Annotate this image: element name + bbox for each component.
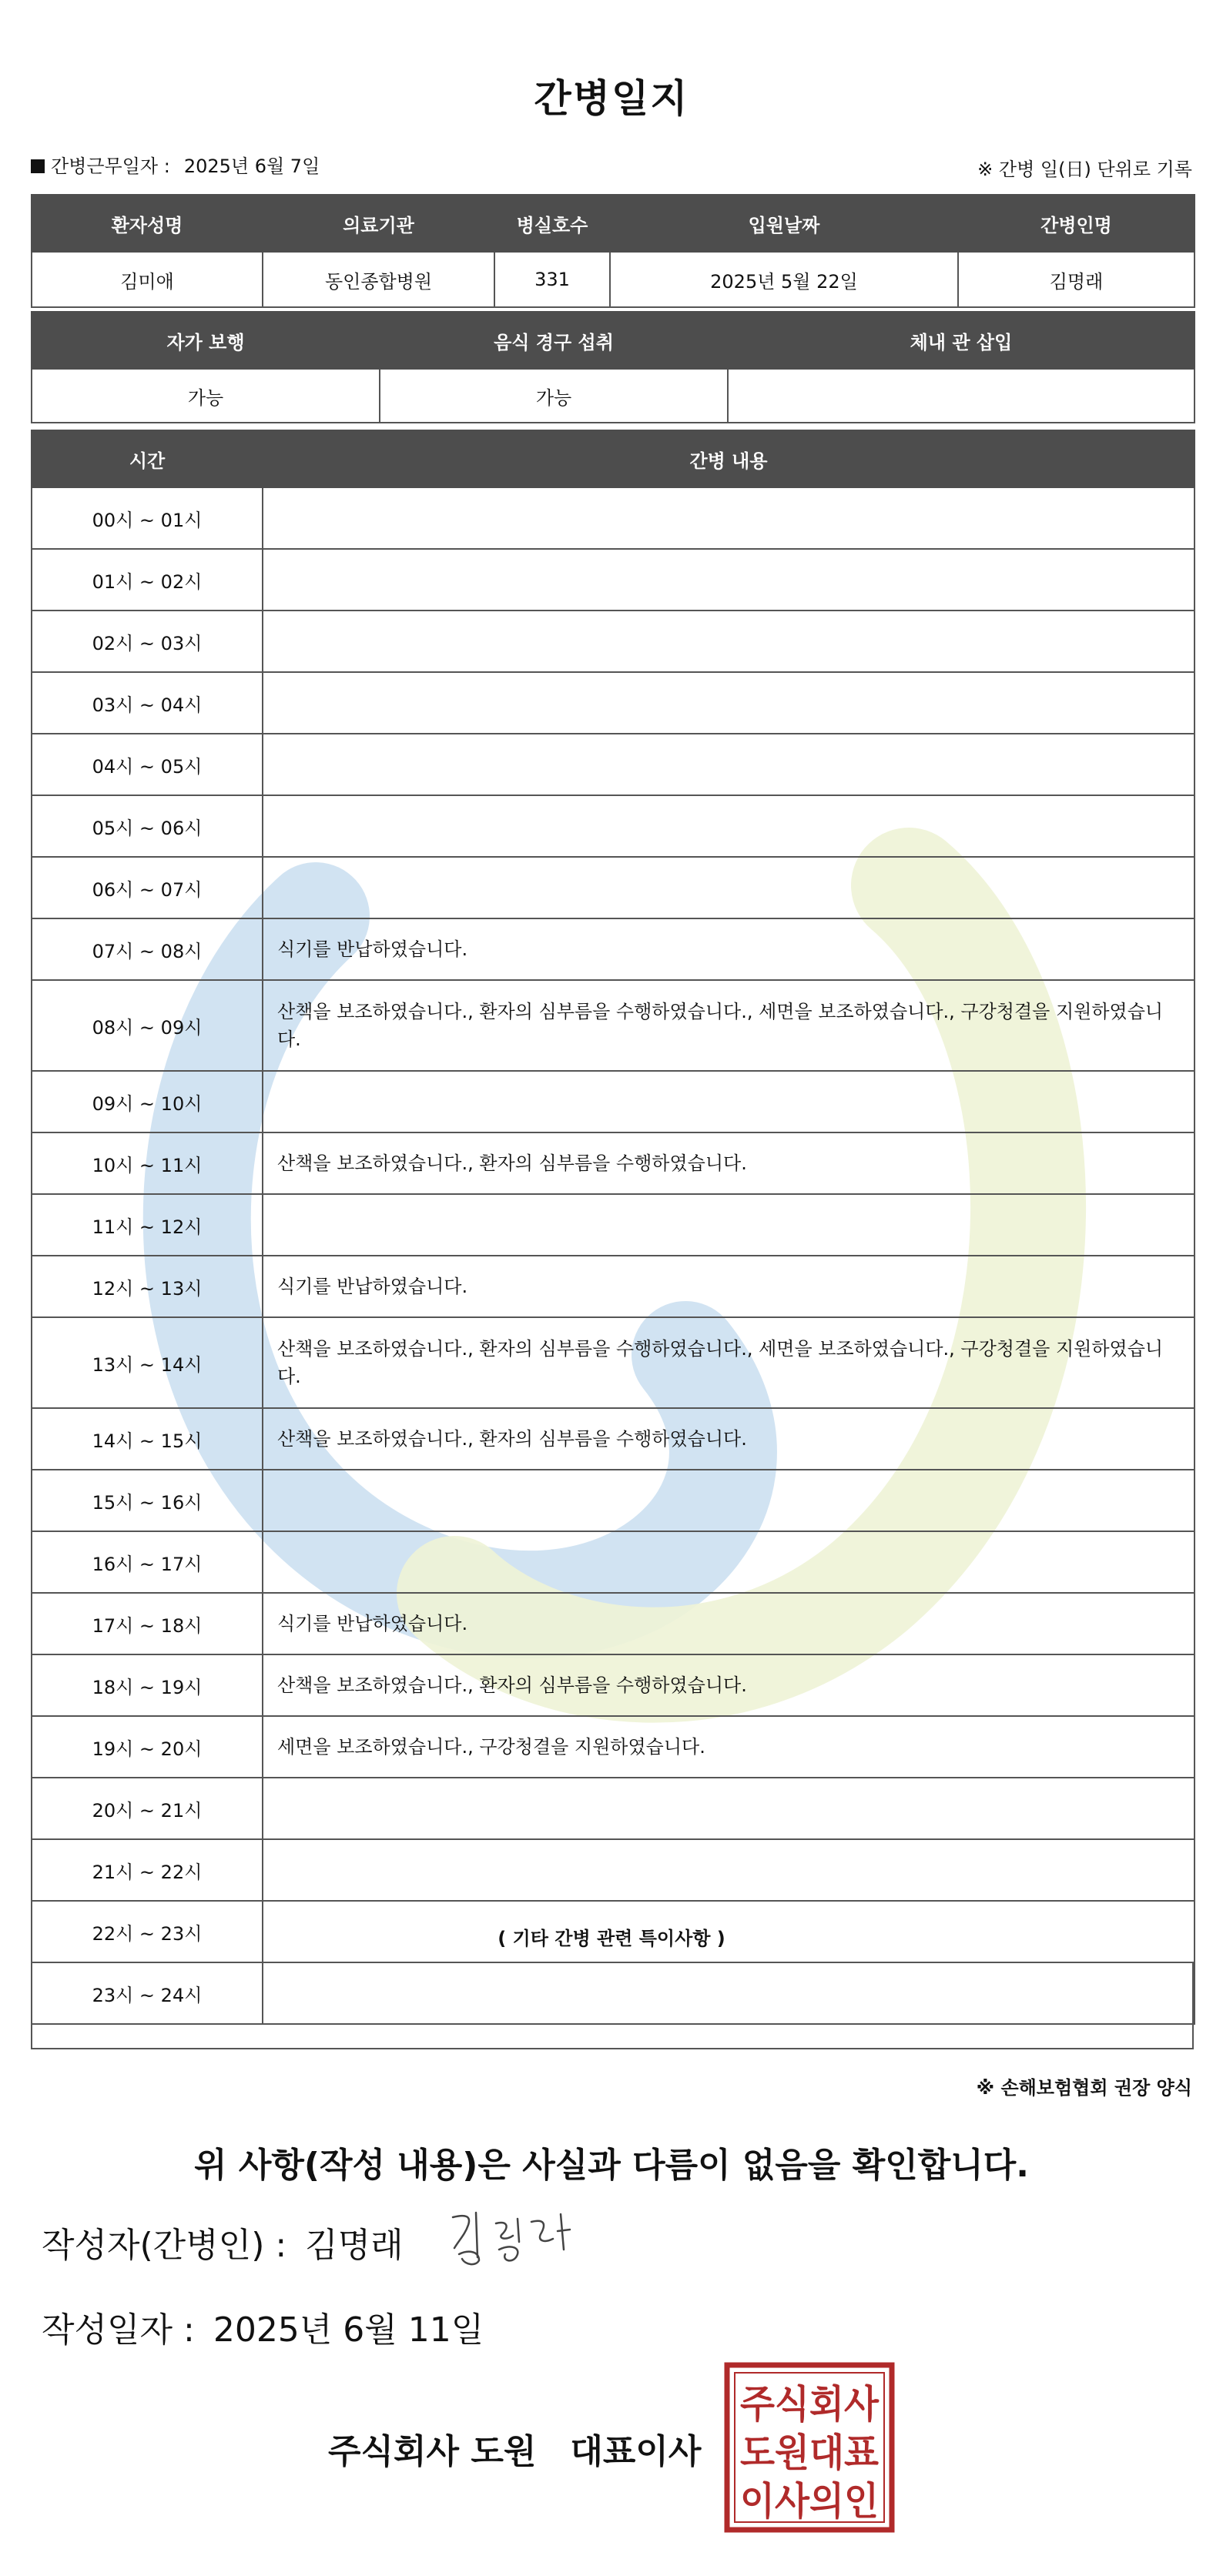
confirmation-statement: 위 사항(작성 내용)은 사실과 다름이 없음을 확인합니다.: [194, 2146, 1029, 2185]
log-row: [32, 857, 1195, 918]
log-row: [32, 1408, 1195, 1470]
written-date-label: 작성일자 :: [42, 2310, 195, 2350]
log-content: [263, 611, 1195, 672]
log-time: 16시 ~ 17시: [32, 1531, 263, 1593]
log-row: [32, 1716, 1195, 1778]
log-content: [263, 857, 1195, 918]
log-content: 식기를 반납하였습니다.: [263, 1256, 1195, 1317]
log-time: 08시 ~ 09시: [32, 980, 263, 1071]
svg-text:도원대표: 도원대표: [740, 2430, 880, 2475]
status-header-row: [32, 312, 1195, 369]
log-content: 식기를 반납하였습니다.: [263, 918, 1195, 980]
company-name: 주식회사 도원: [328, 2432, 537, 2471]
log-row: [32, 1778, 1195, 1839]
header-caregiver-name: 간병인명: [958, 195, 1195, 252]
log-row: [32, 1132, 1195, 1194]
patient-name: 김미애: [32, 252, 263, 307]
log-row: [32, 1470, 1195, 1531]
log-header-row: [32, 430, 1195, 487]
log-row: [32, 1593, 1195, 1654]
hourly-care-log-table: [31, 430, 1195, 2025]
header-self-walking: 자가 보행: [32, 312, 380, 369]
square-bullet-icon: [31, 159, 45, 173]
log-content: [263, 1194, 1195, 1256]
hospital-name: 동인종합병원: [263, 252, 494, 307]
log-content: [263, 1778, 1195, 1839]
log-content: [263, 1839, 1195, 1901]
log-time: 04시 ~ 05시: [32, 734, 263, 795]
patient-info-table: [31, 194, 1195, 308]
log-time: 23시 ~ 24시: [32, 1962, 263, 2024]
log-row: [32, 549, 1195, 611]
self-walking-value: 가능: [32, 369, 380, 423]
log-content: [263, 549, 1195, 611]
writer-name: 김명래: [305, 2226, 404, 2265]
header-time: 시간: [32, 430, 263, 487]
log-row: [32, 1256, 1195, 1317]
log-content: [263, 1071, 1195, 1132]
patient-header-row: [32, 195, 1195, 252]
log-row: [32, 1071, 1195, 1132]
log-time: 01시 ~ 02시: [32, 549, 263, 611]
tube-insertion-value: [728, 369, 1195, 423]
log-time: 12시 ~ 13시: [32, 1256, 263, 1317]
log-row: [32, 1194, 1195, 1256]
log-time: 15시 ~ 16시: [32, 1470, 263, 1531]
svg-text:이사의인: 이사의인: [740, 2479, 879, 2524]
log-time: 07시 ~ 08시: [32, 918, 263, 980]
company-representative: 대표이사: [570, 2432, 702, 2471]
handwritten-signature: [445, 2203, 584, 2273]
writer-line: [42, 2217, 404, 2267]
page-title: 간병일지: [534, 76, 689, 121]
log-content: [263, 1470, 1195, 1531]
log-row: [32, 1531, 1195, 1593]
record-note: ※ 간병 일(日) 단위로 기록: [977, 159, 1192, 180]
log-row: [32, 795, 1195, 857]
room-number: 331: [494, 252, 610, 307]
log-content: 식기를 반납하였습니다.: [263, 1593, 1195, 1654]
log-row: [32, 672, 1195, 734]
header-patient-name: 환자성명: [32, 195, 263, 252]
log-time: 17시 ~ 18시: [32, 1593, 263, 1654]
log-time: 22시 ~ 23시: [32, 1901, 263, 1962]
log-content: 세면을 보조하였습니다., 구강청결을 지원하였습니다.: [263, 1716, 1195, 1778]
header-care-content: 간병 내용: [263, 430, 1195, 487]
company-line: [328, 2424, 701, 2473]
log-time: 21시 ~ 22시: [32, 1839, 263, 1901]
header-oral-intake: 음식 경구 섭취: [380, 312, 728, 369]
work-date-label: 간병근무일자 :: [51, 156, 170, 177]
log-content: 산책을 보조하였습니다., 환자의 심부름을 수행하였습니다., 세면을 보조하였습니다., 구강청결을 지원하였습니다.: [263, 1317, 1195, 1408]
patient-value-row: [32, 252, 1195, 307]
svg-text:주식회사: 주식회사: [740, 2382, 880, 2427]
log-row: [32, 980, 1195, 1071]
log-time: 13시 ~ 14시: [32, 1317, 263, 1408]
recommend-note: ※ 손해보험협회 권장 양식: [976, 2077, 1192, 2099]
log-time: 20시 ~ 21시: [32, 1778, 263, 1839]
log-row: [32, 1317, 1195, 1408]
status-value-row: [32, 369, 1195, 423]
log-content: [263, 487, 1195, 549]
log-time: 10시 ~ 11시: [32, 1132, 263, 1194]
log-time: 14시 ~ 15시: [32, 1408, 263, 1470]
log-content: 산책을 보조하였습니다., 환자의 심부름을 수행하였습니다.: [263, 1408, 1195, 1470]
written-date-value: 2025년 6월 11일: [213, 2310, 484, 2350]
written-date-line: [42, 2302, 484, 2351]
log-time: 18시 ~ 19시: [32, 1654, 263, 1716]
log-content: 산책을 보조하였습니다., 환자의 심부름을 수행하였습니다.: [263, 1132, 1195, 1194]
header-admission-date: 입원날짜: [610, 195, 958, 252]
log-time: 03시 ~ 04시: [32, 672, 263, 734]
log-content: [263, 1531, 1195, 1593]
log-time: 06시 ~ 07시: [32, 857, 263, 918]
special-notes-box: [31, 1962, 1194, 2049]
log-time: 19시 ~ 20시: [32, 1716, 263, 1778]
log-content: [263, 734, 1195, 795]
log-content: [263, 672, 1195, 734]
work-date-value: 2025년 6월 7일: [183, 156, 320, 177]
log-content: 산책을 보조하였습니다., 환자의 심부름을 수행하였습니다., 세면을 보조하였습니다., 구강청결을 지원하였습니다.: [263, 980, 1195, 1071]
log-row: [32, 918, 1195, 980]
log-row: [32, 734, 1195, 795]
log-row: [32, 611, 1195, 672]
patient-status-table: [31, 311, 1195, 423]
log-content: 산책을 보조하였습니다., 환자의 심부름을 수행하였습니다.: [263, 1654, 1195, 1716]
company-seal-stamp: [724, 2362, 895, 2533]
log-row: [32, 487, 1195, 549]
log-time: 00시 ~ 01시: [32, 487, 263, 549]
caregiver-name: 김명래: [958, 252, 1195, 307]
log-time: 02시 ~ 03시: [32, 611, 263, 672]
log-time: 11시 ~ 12시: [32, 1194, 263, 1256]
header-room: 병실호수: [494, 195, 610, 252]
special-notes-title: ( 기타 간병 관련 특이사항 ): [498, 1928, 725, 1949]
writer-label: 작성자(간병인) :: [42, 2226, 287, 2265]
oral-intake-value: 가능: [380, 369, 728, 423]
work-date: [31, 151, 320, 178]
log-row: [32, 1654, 1195, 1716]
header-tube-insertion: 체내 관 삽입: [728, 312, 1195, 369]
log-time: 05시 ~ 06시: [32, 795, 263, 857]
header-hospital: 의료기관: [263, 195, 494, 252]
log-time: 09시 ~ 10시: [32, 1071, 263, 1132]
log-row: [32, 1839, 1195, 1901]
admission-date: 2025년 5월 22일: [610, 252, 958, 307]
log-content: [263, 795, 1195, 857]
